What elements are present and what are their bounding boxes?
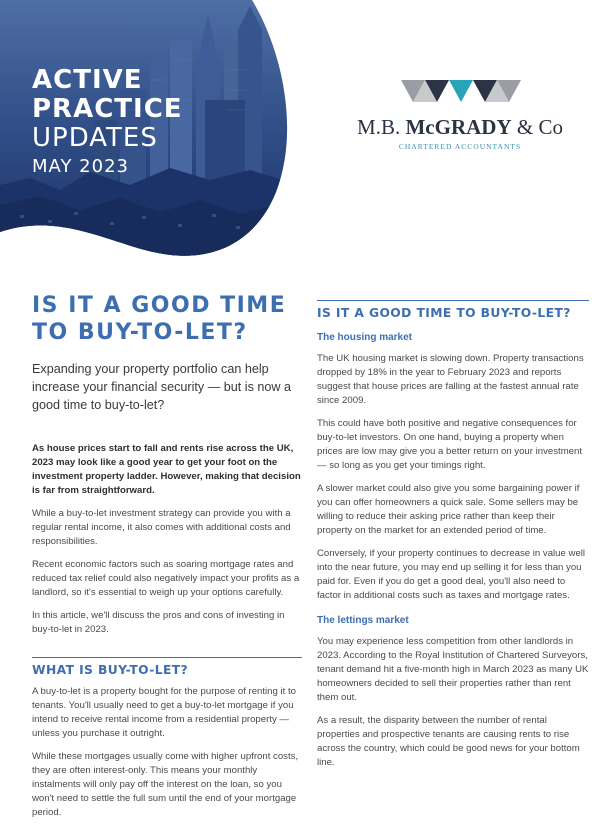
hero-banner — [0, 0, 310, 265]
housing-paragraph: Conversely, if your property continues to decrease in value well into the near future, you may end up selling it for less than you paid for. Even if you do get a good deal, you'll also need to factor in additional costs such as taxes and mortgage rates. — [317, 548, 586, 601]
section-divider — [32, 657, 302, 658]
section-heading-what-is: WHAT IS BUY-TO-LET? — [32, 663, 189, 677]
logo-subtitle: CHARTERED ACCOUNTANTS — [398, 142, 522, 151]
logo-name-bold: McGRADY — [405, 115, 512, 139]
company-logo — [355, 72, 565, 151]
subheading-lettings-market: The lettings market — [317, 615, 409, 626]
article-title — [32, 292, 302, 346]
hero-date: MAY 2023 — [32, 156, 129, 177]
logo-company-name — [355, 115, 565, 140]
article-title-line1: IS IT A GOOD TIME — [32, 293, 287, 318]
hero-title-line-active: ACTIVE — [32, 65, 143, 95]
article-paragraph: While a buy-to-let investment strategy can provide you with a regular rental income, it also comes with additional costs and responsibilities. — [32, 508, 291, 547]
section-heading-good-time: IS IT A GOOD TIME TO BUY-TO-LET? — [317, 306, 571, 320]
article-intro: As house prices start to fall and rents rise across the UK, 2023 may look like a good year to get your foot on the investment property ladder. However, making that decision is far from straightforward. — [32, 443, 301, 496]
lettings-paragraph: You may experience less competition from other landlords in 2023. According to the Royal Institution of Chartered Surveyors, tenant demand hit a five-month high in March 2023 as many UK homeowners decided to sell their properties rather than rent them out. — [317, 636, 589, 703]
logo-mark-icon — [355, 72, 565, 112]
housing-paragraph: The UK housing market is slowing down. Property transactions dropped by 18% in the year to February 2023 and reports suggest that house prices are falling at the fastest annual rate since 2009. — [317, 353, 584, 406]
article-lead: Expanding your property portfolio can help increase your financial security — but is now a good time to buy-to-let? — [32, 362, 291, 412]
article-paragraph: Recent economic factors such as soaring mortgage rates and reduced tax relief could also negatively impact your profits as a landlord, so it's essential to weigh up your options carefully. — [32, 559, 300, 598]
right-column — [317, 300, 589, 770]
housing-paragraph: A slower market could also give you some bargaining power if you can offer homeowners a quick sale. Some sellers may be willing to reduce their asking price rather than keep their property on the market for an extended period of time. — [317, 483, 580, 536]
section-paragraph: A buy-to-let is a property bought for the purpose of renting it to tenants. You'll usually need to get a buy-to-let mortgage if you intend to receive rental income from a residential property — unless you purchase it outright. — [32, 686, 296, 739]
section-paragraph: While these mortgages usually come with higher upfront costs, they are often interest-only. This means your monthly instalments will only pay off the interest on the loan, so you won't need to settle the full sum until the end of your mortgage period. — [32, 751, 299, 818]
subheading-housing-market: The housing market — [317, 332, 413, 343]
housing-paragraph: This could have both positive and negative consequences for buy-to-let investors. On one hand, buying a property when prices are low may give you a better return on your investment — so long as you get your timings right. — [317, 418, 583, 471]
logo-name-suffix: & Co — [516, 115, 563, 139]
hero-title-line-practice: PRACTICE — [32, 94, 183, 124]
logo-name-prefix: M.B. — [357, 115, 401, 139]
hero-title — [32, 66, 183, 177]
article-paragraph: In this article, we'll discuss the pros and cons of investing in buy-to-let in 2023. — [32, 610, 285, 635]
hero-title-line-updates: UPDATES — [32, 123, 158, 153]
section-divider — [317, 300, 589, 301]
lettings-paragraph: As a result, the disparity between the number of rental properties and prospective tenants are causing rents to rise across the country, which could be good news for your bottom line. — [317, 715, 580, 768]
article-title-line2: TO BUY-TO-LET? — [32, 320, 248, 345]
left-column — [32, 292, 302, 820]
